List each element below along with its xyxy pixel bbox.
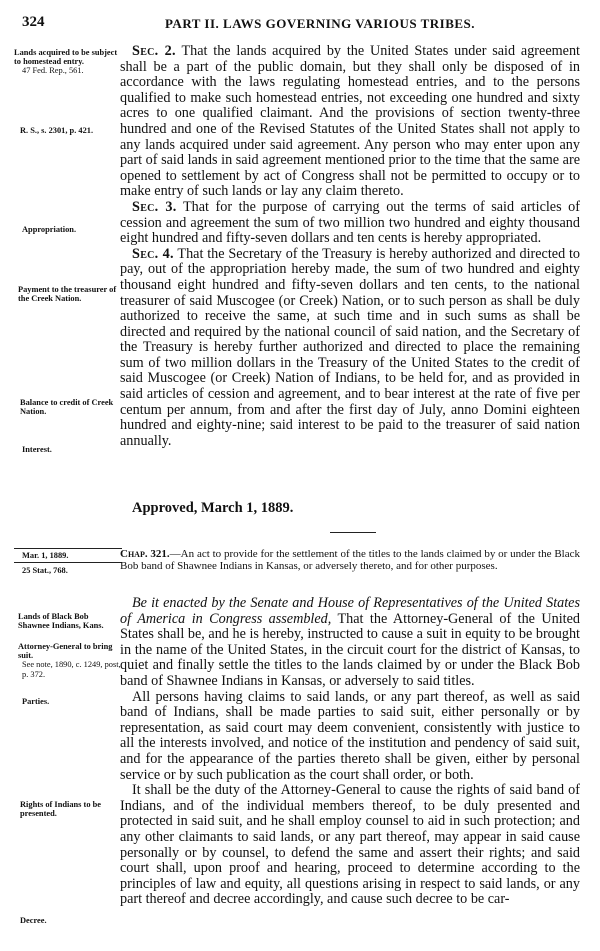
margin-note: R. S., s. 2301, p. 421. (20, 126, 94, 135)
margin-note: Rights of Indians to be presented. (20, 800, 101, 819)
margin-note: Payment to the treasurer of the Creek Nation. (18, 285, 117, 304)
running-title: PART II. LAWS GOVERNING VARIOUS TRIBES. (164, 16, 476, 31)
section-label: Sec. 2. (132, 43, 176, 59)
chapter-heading (120, 548, 580, 573)
margin-note-citation: See note, 1890, c. 1249, post, p. 372. (22, 660, 121, 679)
page-header (22, 14, 578, 36)
chapter-label: Chap. 321. (120, 548, 170, 560)
chapter-title: —An act to provide for the settlement of the titles to the lands claimed by or under the Black Bob band of Shawnee Indians in Kansas, or adversely thereto, and for other purposes. (120, 548, 580, 573)
enacting-clause: Be it enacted by the Senate and House of Representatives of the United States of America in Congress assembled, (120, 595, 580, 627)
paragraph-text: That the Attorney-General of the United States shall be, and he is hereby, instructed to cause a suit in equity to be brought in the name of the United States, in the circuit court for the district of Kansas, to quiet and finally settle the titles to the lands claimed by or under the Black Bob band of Shawnee Indians in Kansas, or adversely to said titles. (120, 610, 580, 689)
margin-note (14, 642, 122, 679)
act-paragraph-3: It shall be the duty of the Attorney-General to cause the rights of said band of Indians, and of the individual members thereof, to be duly presented and protected in said suit, and he shall employ counsel to aid in such protection; and any other claimants to said lands, or any part thereof, may appear in said cause personally or by counsel, to defend the same and assert their rights; and said court shall, upon proof and hearing, proceed to determine according to the principles of law and equity, all questions arising in respect to said lands, or any part thereof and decree accordingly, and cause such decree to be car- (120, 782, 580, 908)
approved-line: Approved, March 1, 1889. (132, 500, 294, 516)
margin-note: Balance to credit of Creek Nation. (20, 398, 114, 417)
section-text: That for the purpose of carrying out the terms of said articles of cession and agreement the sum of two million two hundred and eighty thousand eight hundred and fifty-seven dollars and ten cents is hereby appropriated. (120, 198, 581, 247)
section-text: That the lands acquired by the United States under said agreement shall be a part of the public domain, but they shall only be disposed of in accordance with the laws regulating homestead entries, and to the persons qualified to make such homestead entries, not exceeding one hundred and sixty acres to one qualified claimant. And the provisions of section twenty-three hundred and one of the Revised Statutes of the United States shall not apply to any lands acquired under said agreement. Any person who may enter upon any part of said lands in said agreement mentioned prior to the time that the same are opened to settlement by act of Congress shall not be permitted to occupy or to make entry of such lands or lay any claim thereto. (120, 43, 580, 200)
statute-citation: 25 Stat., 768. (22, 566, 68, 575)
margin-note: Appropriation. (22, 225, 77, 234)
margin-note: Parties. (22, 697, 50, 706)
section-divider (330, 532, 376, 533)
margin-note-text: Attorney-General to bring suit. (18, 642, 113, 661)
section-label: Sec. 4. (132, 245, 174, 262)
margin-note: Lands of Black Bob Shawnee Indians, Kans. (18, 612, 104, 631)
act-paragraph-2: All persons having claims to said lands, or any part thereof, as well as said band of Indians, shall be made parties to said suit, either personally or by representation, as said court may deem convenient, consistently with justice to all the interests involved, and notice of the institution and pendency of said suit, and for the appearance of the parties thereto shall be given, either by personal service or by such publication as the court shall order, or both. (120, 688, 580, 783)
section-label: Sec. 3. (132, 198, 177, 215)
page-number: 324 (22, 14, 45, 30)
section-2 (120, 44, 580, 200)
act-paragraph-1 (120, 596, 580, 690)
margin-note-text: Lands acquired to be subject to homestead entry. (14, 48, 118, 67)
margin-note-citation: 47 Fed. Rep., 561. (22, 66, 84, 76)
margin-note: Decree. (20, 916, 47, 925)
section-text: That the Secretary of the Treasury is hereby authorized and directed to pay, out of the appropriation hereby made, the sum of two hundred and eighty thousand eight hundred and fifty-seven dollars and ten cents, to the national treasurer of said Muscogee (or Creek) Nation, or to such person as shall be duly authorized to receive the same, at such time and in such sums as shall be directed and required by the national council of said nation, and the Secretary of the Treasury is hereby further authorized and directed to place the remaining sum of two million dollars in the Treasury of the United States to the credit of said Muscogee (or Creek) Nation of Indians, to be held for, and as provided in said articles of cession and agreement, and to bear interest at the rate of five per centum per annum, from and after the first day of July, anno Domini eighteen hundred and eighty-nine; said interest to be paid to the treasurer of said nation annually. (120, 245, 581, 449)
section-3 (120, 200, 580, 247)
margin-note: Interest. (22, 445, 52, 454)
statute-body-lower (120, 596, 580, 908)
margin-note (14, 48, 118, 76)
date-marker: Mar. 1, 1889. (14, 548, 122, 563)
statute-body-upper (120, 44, 580, 449)
section-4 (120, 247, 580, 450)
